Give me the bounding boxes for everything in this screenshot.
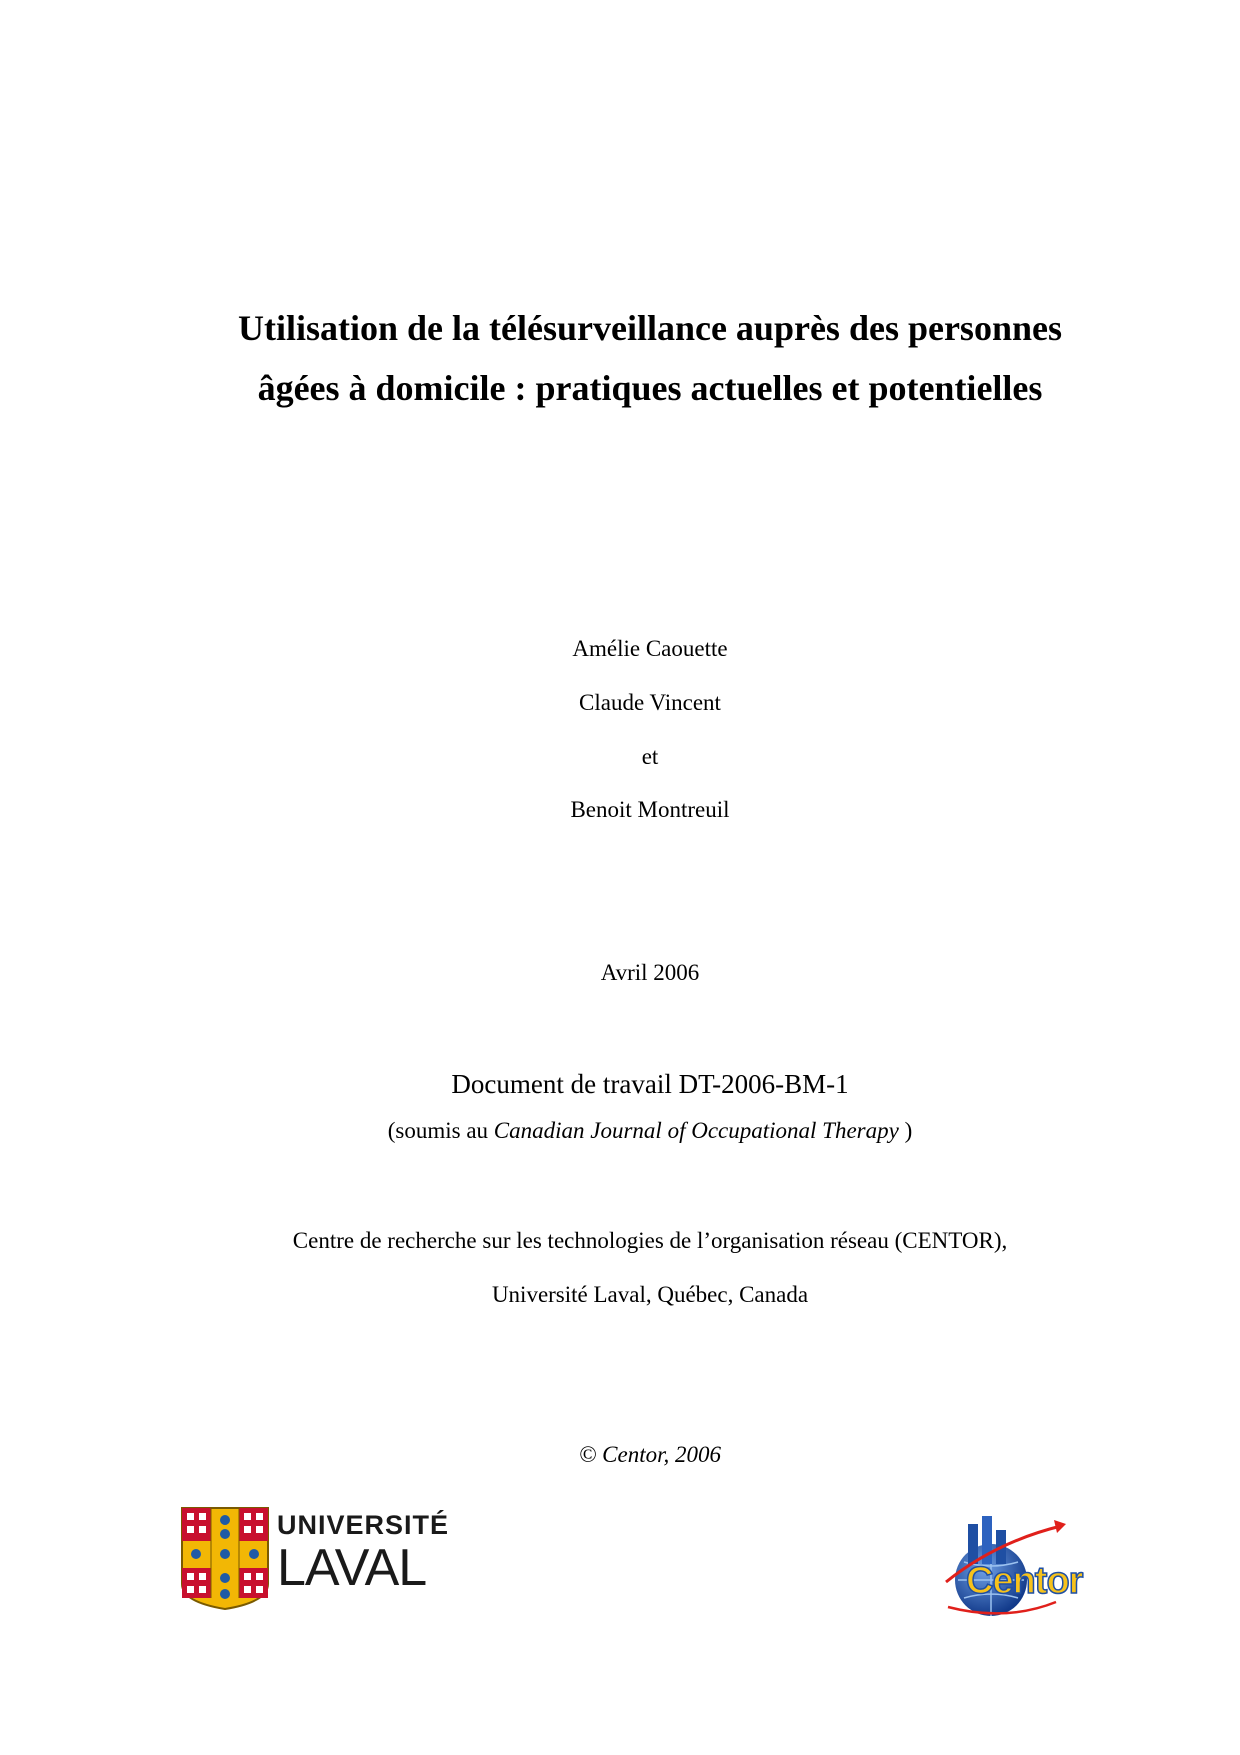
submission-note-suffix: ) [898,1118,913,1143]
laval-wordmark-line-1: UNIVERSITÉ [277,1510,450,1540]
document-title [0,298,1240,418]
author-conjunction: et [641,744,659,769]
centor-logo [936,1512,1096,1622]
working-paper-id: Document de travail DT-2006-BM-1 [451,1069,849,1099]
journal-name: Canadian Journal of Occupational Therapy [493,1118,899,1143]
author-2: Claude Vincent [579,690,721,715]
title-line-2: âgées à domicile : pratiques actuelles et potentielles [257,368,1043,408]
submission-note-prefix: (soumis au [387,1118,494,1143]
laval-wordmark-line-2: LAVAL [277,1539,427,1597]
universite-laval-logo [180,1506,450,1611]
author-3: Benoit Montreuil [570,797,730,822]
author-1: Amélie Caouette [572,636,728,661]
laval-shield-icon [180,1506,270,1611]
centor-wordmark: Centor [966,1560,1083,1602]
title-line-1: Utilisation de la télésurveillance auprès des personnes [238,308,1062,348]
copyright-notice: © Centor, 2006 [578,1442,722,1467]
laval-wordmark [277,1510,449,1596]
affiliation-line-2: Université Laval, Québec, Canada [491,1282,809,1307]
affiliation-line-1: Centre de recherche sur les technologies de l’organisation réseau (CENTOR), [292,1228,1008,1253]
submission-note [0,1116,1240,1146]
publication-date: Avril 2006 [600,960,700,985]
